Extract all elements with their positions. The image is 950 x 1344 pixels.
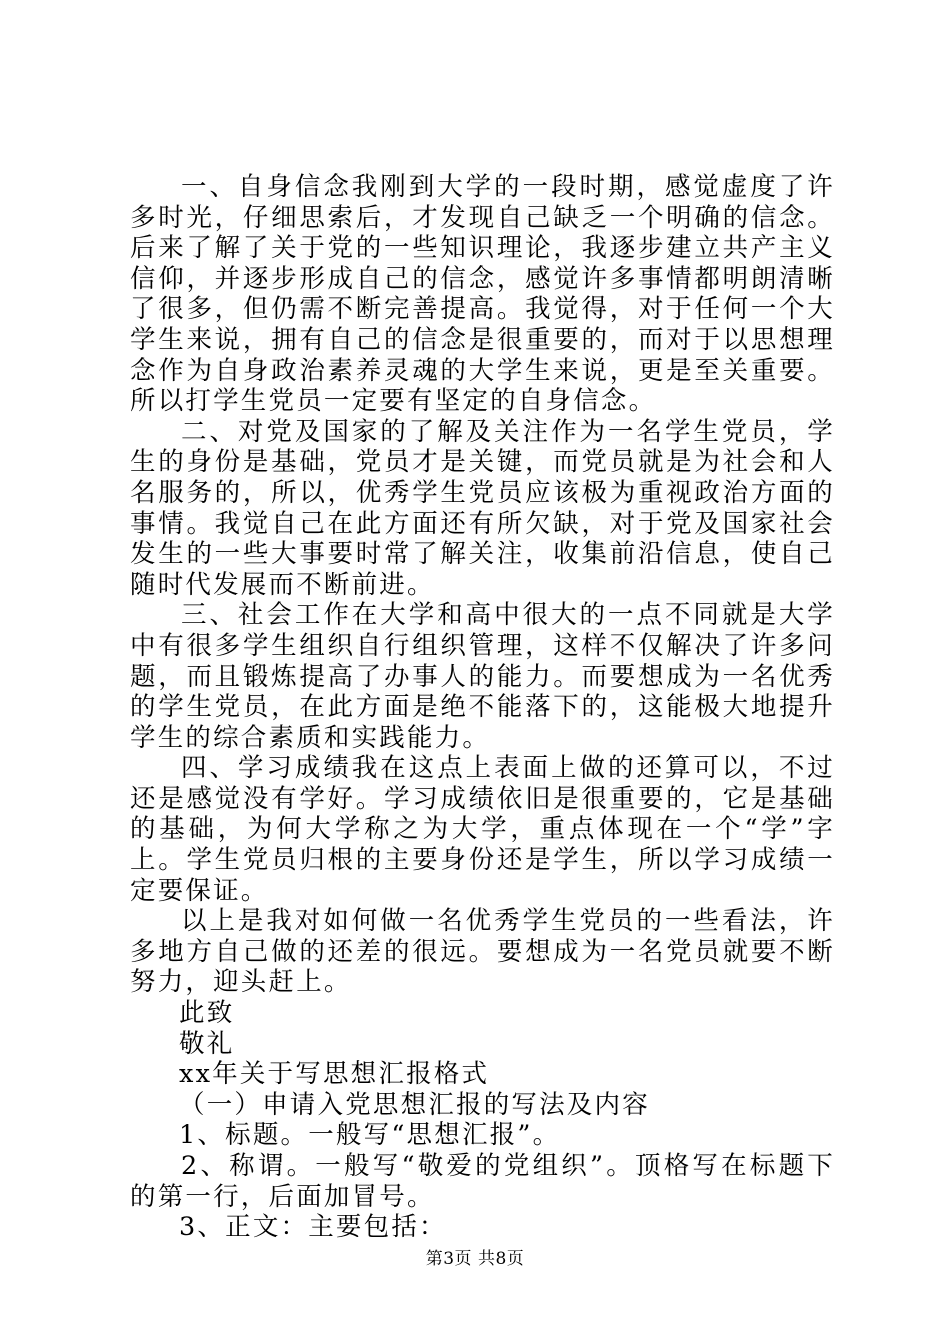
document-body — [130, 172, 835, 1243]
paragraph-party-and-nation: 二、对党及国家的了解及关注作为一名学生党员，学生的身份是基础，党员才是关键，而党员就是为社会和人名服务的，所以，优秀学生党员应该极为重视政治方面的事情。我觉自己在此方面还有所欠缺，对于党及国家社会发生的一些大事要时常了解关注，收集前沿信息，使自己随时代发展而不断前进。 — [130, 416, 835, 600]
page-number-footer: 第3页 共8页 — [425, 1249, 525, 1269]
section-title: xx年关于写思想汇报格式 — [179, 1059, 490, 1090]
list-item-body: 3、正文：主要包括： — [179, 1212, 447, 1243]
paragraph-social-work: 三、社会工作在大学和高中很大的一点不同就是大学中有很多学生组织自行组织管理，这样不仅解决了许多问题，而且锻炼提高了办事人的能力。而要想成为一名优秀的学生党员，在此方面是绝不能落下的，这能极大地提升学生的综合素质和实践能力。 — [130, 600, 835, 753]
list-item-salutation: 2、称谓。一般写“敬爱的党组织”。顶格写在标题下的第一行，后面加冒号。 — [130, 1151, 835, 1212]
closing-regards: 敬礼 — [179, 1028, 235, 1059]
paragraph-self-belief: 一、自身信念我刚到大学的一段时期，感觉虚度了许多时光，仔细思索后，才发现自己缺乏一个明确的信念。后来了解了关于党的一些知识理论，我逐步建立共产主义信仰，并逐步形成自己的信念，感觉许多事情都明朗清晰了很多，但仍需不断完善提高。我觉得，对于任何一个大学生来说，拥有自己的信念是很重要的，而对于以思想理念作为自身政治素养灵魂的大学生来说，更是至关重要。所以打学生党员一定要有坚定的自身信念。 — [130, 172, 835, 417]
list-item-title: 1、标题。一般写“思想汇报”。 — [179, 1120, 561, 1151]
paragraph-study-results: 四、学习成绩我在这点上表面上做的还算可以，不过还是感觉没有学好。学习成绩依旧是很重要的，它是基础的基础，为何大学称之为大学，重点体现在一个“学”字上。学生党员归根的主要身份还是学生，所以学习成绩一定要保证。 — [130, 753, 835, 906]
subsection-heading: （一）申请入党思想汇报的写法及内容 — [179, 1089, 650, 1120]
closing-salutation: 此致 — [179, 998, 235, 1029]
paragraph-conclusion: 以上是我对如何做一名优秀学生党员的一些看法，许多地方自己做的还差的很远。要想成为一名党员就要不断努力，迎头赶上。 — [130, 906, 835, 998]
